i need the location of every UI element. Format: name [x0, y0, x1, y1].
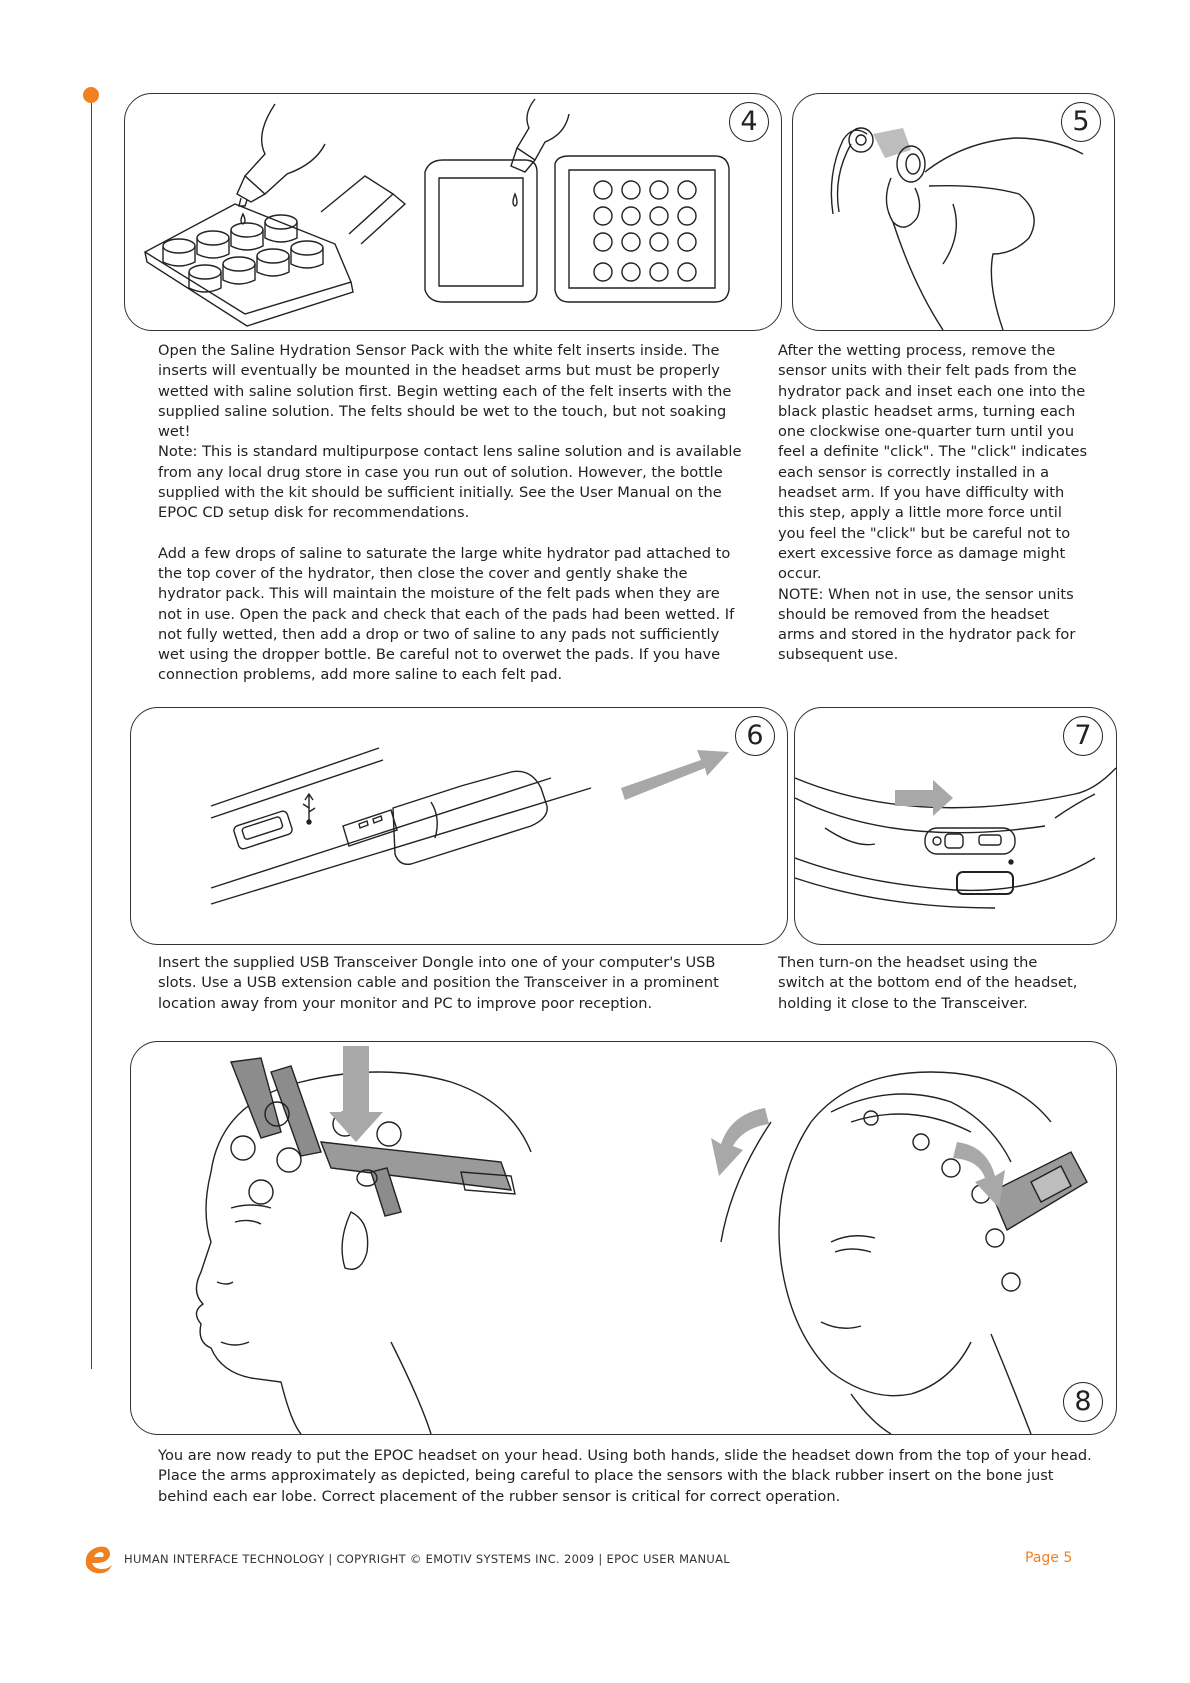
direction-arrow-down: [329, 1046, 383, 1142]
panel-step-5: [792, 93, 1115, 331]
saline-paragraph-1: Open the Saline Hydration Sensor Pack with the white felt inserts inside. The inserts will eventually be mounted in the headset arms but must be properly wetted with saline solution first. Begin wetting each of the felt inserts with the supplied saline solution. The felts should be wet to the touch, but not soaking wet!: [158, 342, 732, 441]
step-number-4: 4: [729, 102, 769, 142]
usb-instructions: [158, 953, 738, 1014]
rotate-arrow-left: [711, 1108, 769, 1176]
direction-arrow-right: [895, 780, 953, 816]
emotiv-logo-icon: [82, 1543, 114, 1575]
headset-placement-illustration: [131, 1042, 1116, 1434]
panel-step-4: [124, 93, 782, 331]
orange-bullet: [83, 87, 99, 103]
rotate-arrow-right: [953, 1142, 1005, 1208]
margin-rule: [91, 99, 92, 1369]
panel-step-6: [130, 707, 788, 945]
sensor-install-paragraph: After the wetting process, remove the sensor units with their felt pads from the hydrator pack and inset each one into the black plastic headset arms, turning each one clockwise one-quarter turn until you feel a definite "click". The "click" indicates each sensor is correctly installed in a headset arm. If you have difficulty with this step, apply a little more force until you feel the "click" but be careful not to exert excessive force as damage might occur.: [778, 342, 1088, 583]
saline-instructions: [158, 341, 746, 686]
step-number-8: 8: [1063, 1382, 1103, 1422]
put-on-paragraph: You are now ready to put the EPOC headset on your head. Using both hands, slide the headset down from the top of your head. Place the arms approximately as depicted, being careful to place the sensors with the black rubber insert on the bone just behind each ear lobe. Correct placement of the rubber sensor is critical for correct operation.: [158, 1447, 1092, 1505]
sensor-install-note: NOTE: When not in use, the sensor units should be removed from the headset arms and stored in the hydrator pack for subsequent use.: [778, 585, 1076, 664]
usb-dongle-illustration: [131, 708, 787, 944]
saline-note: Note: This is standard multipurpose contact lens saline solution and is available from any local drug store in case you run out of solution. However, the bottle supplied with the kit should be sufficient initially. See the User Manual on the EPOC CD setup disk for recommendations.: [158, 443, 742, 522]
page-number: Page 5: [1025, 1550, 1073, 1566]
step-number-7: 7: [1063, 716, 1103, 756]
turn-on-paragraph: Then turn-on the headset using the switch at the bottom end of the headset, holding it close to the Transceiver.: [778, 954, 1078, 1012]
direction-arrow-left: [621, 750, 729, 800]
footer-copyright: HUMAN INTERFACE TECHNOLOGY | COPYRIGHT © EMOTIV SYSTEMS INC. 2009 | EPOC USER MANUAL: [124, 1552, 730, 1566]
saline-paragraph-2: Add a few drops of saline to saturate the large white hydrator pad attached to the top cover of the hydrator, then close the cover and gently shake the hydrator pack. This will maintain the moisture of the felt pads when they are not in use. Open the pack and check that each of the pads had been wetted. If not fully wetted, then add a drop or two of saline to any pads not sufficiently wet using the dropper bottle. Be careful not to overwet the pads. If you have connection problems, add more saline to each felt pad.: [158, 544, 735, 684]
hydrator-pack-illustration: [125, 94, 781, 330]
step-number-6: 6: [735, 716, 775, 756]
sensor-install-instructions: [778, 341, 1088, 666]
step-number-5: 5: [1061, 102, 1101, 142]
turn-on-instructions: [778, 953, 1078, 1014]
panel-step-8: [130, 1041, 1117, 1435]
put-on-instructions: [158, 1446, 1098, 1507]
panel-step-7: [794, 707, 1117, 945]
usb-paragraph: Insert the supplied USB Transceiver Dongle into one of your computer's USB slots. Use a USB extension cable and position the Transceiver in a prominent location away from your monitor and PC to improve poor reception.: [158, 954, 719, 1012]
